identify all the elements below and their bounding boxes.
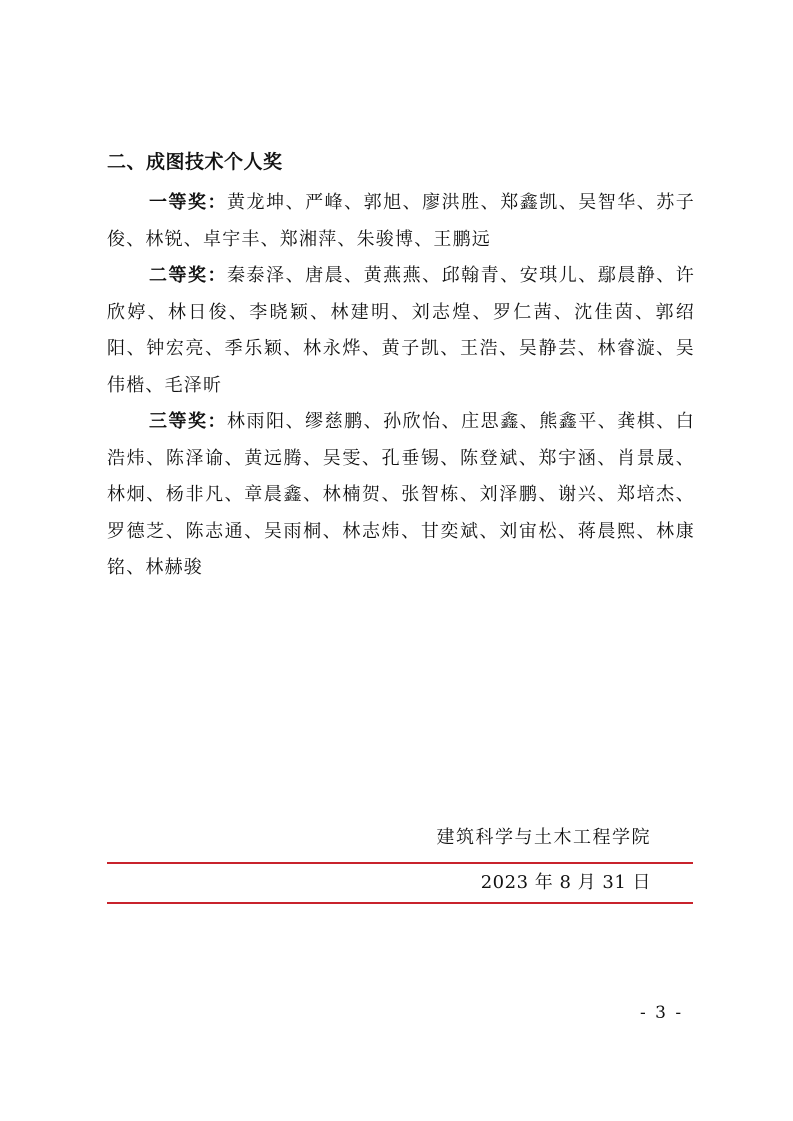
award-names-second: 秦泰泽、唐晨、黄燕燕、邱翰青、安琪儿、鄢晨静、许欣婷、林日俊、李晓颖、林建明、刘志煌、罗仁茜、沈佳茵、郭绍阳、钟宏亮、季乐颖、林永烨、黄子凯、王浩、吴静芸、林睿漩、吴伟楷、毛泽昕 [107,265,695,396]
signature-divider-bottom [107,902,693,904]
award-label-third: 三等奖： [149,411,228,432]
section-title: 二、成图技术个人奖 [107,151,283,173]
page-number: - 3 - [640,1003,684,1023]
award-second-prize [107,258,695,404]
signature-divider-top [107,862,693,864]
award-label-first: 一等奖： [149,192,228,213]
award-names-first: 黄龙坤、严峰、郭旭、廖洪胜、郑鑫凯、吴智华、苏子俊、林锐、卓宇丰、郑湘萍、朱骏博、王鹏远 [107,192,695,250]
signature-organization: 建筑科学与土木工程学院 [436,827,651,848]
award-label-second: 二等奖： [149,265,228,286]
awards-list [107,185,695,587]
award-names-third: 林雨阳、缪慈鹏、孙欣怡、庄思鑫、熊鑫平、龚棋、白浩炜、陈泽谕、黄远腾、吴雯、孔垂锡、陈登斌、郑宇涵、肖景晟、林炯、杨非凡、章晨鑫、林楠贺、张智栋、刘泽鹏、谢兴、郑培杰、罗德芝、陈志通、吴雨桐、林志炜、甘奕斌、刘宙松、蒋晨熙、林康铭、林赫骏 [107,411,695,578]
award-third-prize [107,404,695,587]
signature-date: 2023 年 8 月 31 日 [480,872,651,893]
award-first-prize [107,185,695,258]
